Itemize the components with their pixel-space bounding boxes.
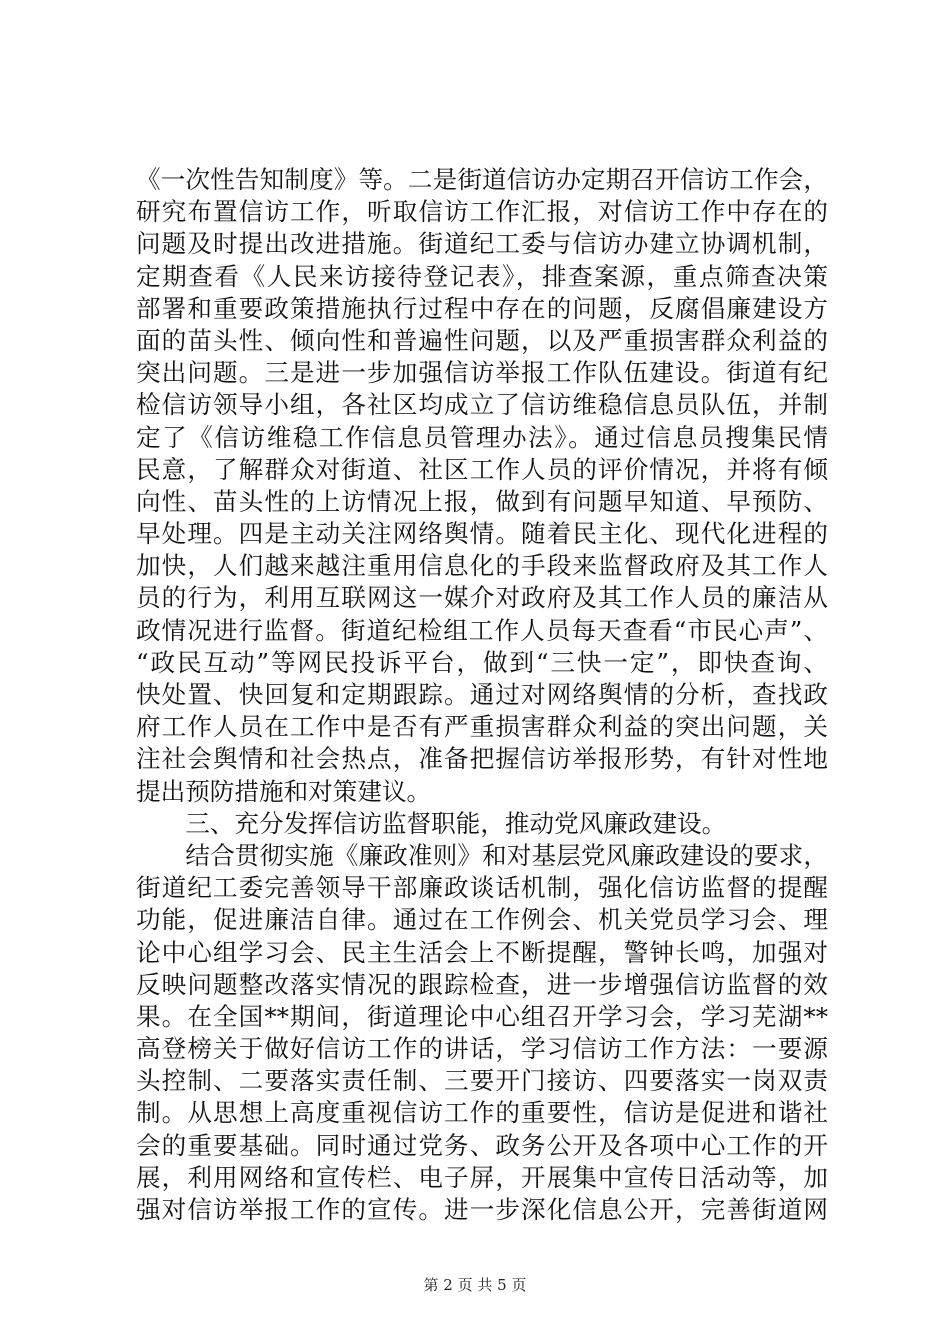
text-line: 强对信访举报工作的宣传。进一步深化信息公开，完善街道网 [136, 1195, 828, 1224]
text-line: 定期查看《人民来访接待登记表》，排查案源，重点筛查决策 [136, 261, 828, 291]
text-line: 面的苗头性、倾向性和普遍性问题，以及严重损害群众利益的 [136, 325, 828, 355]
text-line: 定了《信访维稳工作信息员管理办法》。通过信息员搜集民情 [136, 422, 828, 452]
text-line: 高登榜关于做好信访工作的讲话，学习信访工作方法：一要源 [136, 1034, 828, 1064]
text-line: 注社会舆情和社会热点，准备把握信访举报形势，有针对性地 [136, 744, 828, 774]
document-body [136, 164, 828, 1226]
text-line: 早处理。四是主动关注网络舆情。随着民主化、现代化进程的 [136, 519, 828, 549]
text-line: 检信访领导小组，各社区均成立了信访维稳信息员队伍，并制 [136, 390, 828, 420]
text-line: 突出问题。三是进一步加强信访举报工作队伍建设。街道有纪 [136, 358, 828, 388]
text-line: 民意，了解群众对街道、社区工作人员的评价情况，并将有倾 [136, 454, 828, 484]
text-line: 研究布置信访工作，听取信访工作汇报，对信访工作中存在的 [136, 197, 828, 227]
text-line: 会的重要基础。同时通过党务、政务公开及各项中心工作的开 [136, 1130, 828, 1160]
text-line: 街道纪工委完善领导干部廉政谈话机制，强化信访监督的提醒 [136, 873, 828, 903]
text-line: 三、充分发挥信访监督职能，推动党风廉政建设。 [136, 808, 727, 838]
text-line: 制。从思想上高度重视信访工作的重要性，信访是促进和谐社 [136, 1098, 828, 1128]
page-footer: 第 2 页 共 5 页 [423, 1276, 527, 1294]
text-line: 论中心组学习会、民主生活会上不断提醒，警钟长鸣，加强对 [136, 937, 828, 967]
text-line: 提出预防措施和对策建议。 [136, 776, 432, 806]
text-line: 展，利用网络和宣传栏、电子屏，开展集中宣传日活动等，加 [136, 1162, 828, 1192]
text-line: 结合贯彻实施《廉政准则》和对基层党风廉政建设的要求， [136, 840, 828, 870]
text-line: 加快，人们越来越注重用信息化的手段来监督政府及其工作人 [136, 551, 828, 581]
text-line: 果。在全国**期间，街道理论中心组召开学习会，学习芜湖** [136, 1001, 828, 1031]
text-line: 头控制、二要落实责任制、三要开门接访、四要落实一岗双责 [136, 1066, 828, 1096]
text-line: 部署和重要政策措施执行过程中存在的问题，反腐倡廉建设方 [136, 293, 828, 323]
text-line: 员的行为，利用互联网这一媒介对政府及其工作人员的廉洁从 [136, 583, 828, 613]
text-line: 功能，促进廉洁自律。通过在工作例会、机关党员学习会、理 [136, 905, 828, 935]
text-line: 府工作人员在工作中是否有严重损害群众利益的突出问题，关 [136, 712, 828, 742]
text-line: “政民互动”等网民投诉平台，做到“三快一定”，即快查询、 [136, 647, 828, 677]
text-line: 快处置、快回复和定期跟踪。通过对网络舆情的分析，查找政 [136, 680, 828, 709]
text-line: 《一次性告知制度》等。二是街道信访办定期召开信访工作会， [136, 165, 828, 194]
text-line: 政情况进行监督。街道纪检组工作人员每天查看“市民心声”、 [136, 615, 828, 645]
text-line: 问题及时提出改进措施。街道纪工委与信访办建立协调机制， [136, 229, 828, 259]
text-line: 向性、苗头性的上访情况上报，做到有问题早知道、早预防、 [136, 486, 828, 516]
text-line: 反映问题整改落实情况的跟踪检查，进一步增强信访监督的效 [136, 969, 828, 999]
